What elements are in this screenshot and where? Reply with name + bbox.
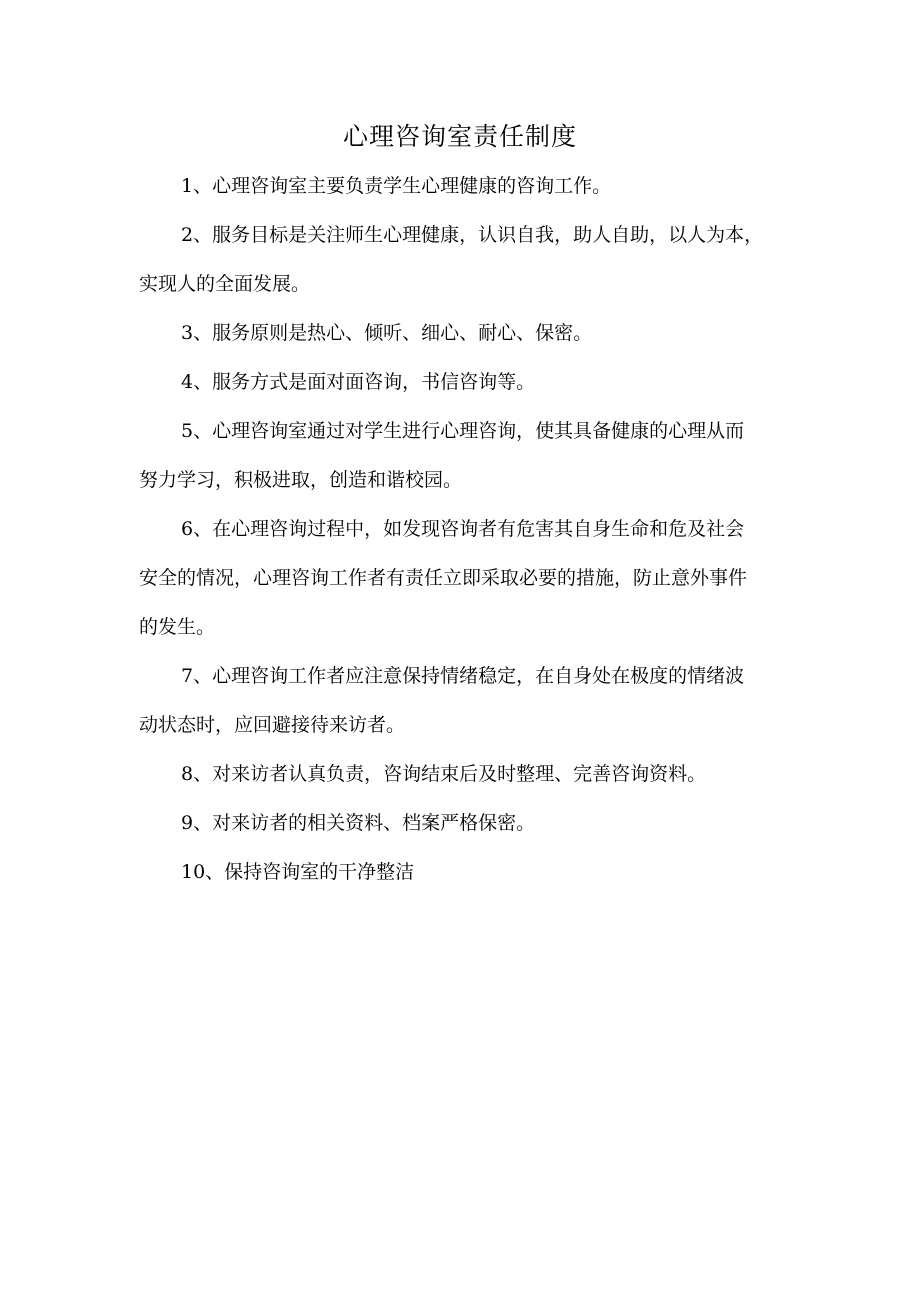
clause-3 (139, 317, 783, 350)
clause-5 (139, 415, 783, 497)
document-body (139, 170, 783, 905)
clause-line: 动状态时，应回避接待来访者。 (139, 714, 406, 736)
clause-line: 10、保持咨询室的干净整洁 (181, 861, 415, 883)
clause-1 (139, 170, 783, 203)
clause-line: 5、心理咨询室通过对学生进行心理咨询，使其具备健康的心理从而 (181, 420, 745, 442)
clause-line: 8、对来访者认真负责，咨询结束后及时整理、完善咨询资料。 (181, 763, 707, 785)
clause-10 (139, 856, 783, 889)
clause-line: 4、服务方式是面对面咨询，书信咨询等。 (181, 371, 536, 393)
clause-line: 实现人的全面发展。 (139, 273, 311, 295)
clause-6 (139, 513, 783, 644)
clause-line: 努力学习，积极进取，创造和谐校园。 (139, 469, 463, 491)
clause-line: 9、对来访者的相关资料、档案严格保密。 (181, 812, 536, 834)
clause-line: 安全的情况，心理咨询工作者有责任立即采取必要的措施，防止意外事件 (139, 567, 748, 589)
clause-line: 7、心理咨询工作者应注意保持情绪稳定，在自身处在极度的情绪波 (181, 665, 745, 687)
clause-line: 1、心理咨询室主要负责学生心理健康的咨询工作。 (181, 175, 612, 197)
clause-line: 3、服务原则是热心、倾听、细心、耐心、保密。 (181, 322, 593, 344)
clause-line: 6、在心理咨询过程中，如发现咨询者有危害其自身生命和危及社会 (181, 518, 745, 540)
document-title: 心理咨询室责任制度 (342, 122, 577, 151)
clause-line: 的发生。 (139, 616, 216, 638)
clause-9 (139, 807, 783, 840)
clause-7 (139, 660, 783, 742)
clause-8 (139, 758, 783, 791)
clause-line: 2、服务目标是关注师生心理健康，认识自我，助人自助，以人为本， (181, 224, 764, 246)
clause-4 (139, 366, 783, 399)
clause-2 (139, 219, 783, 301)
